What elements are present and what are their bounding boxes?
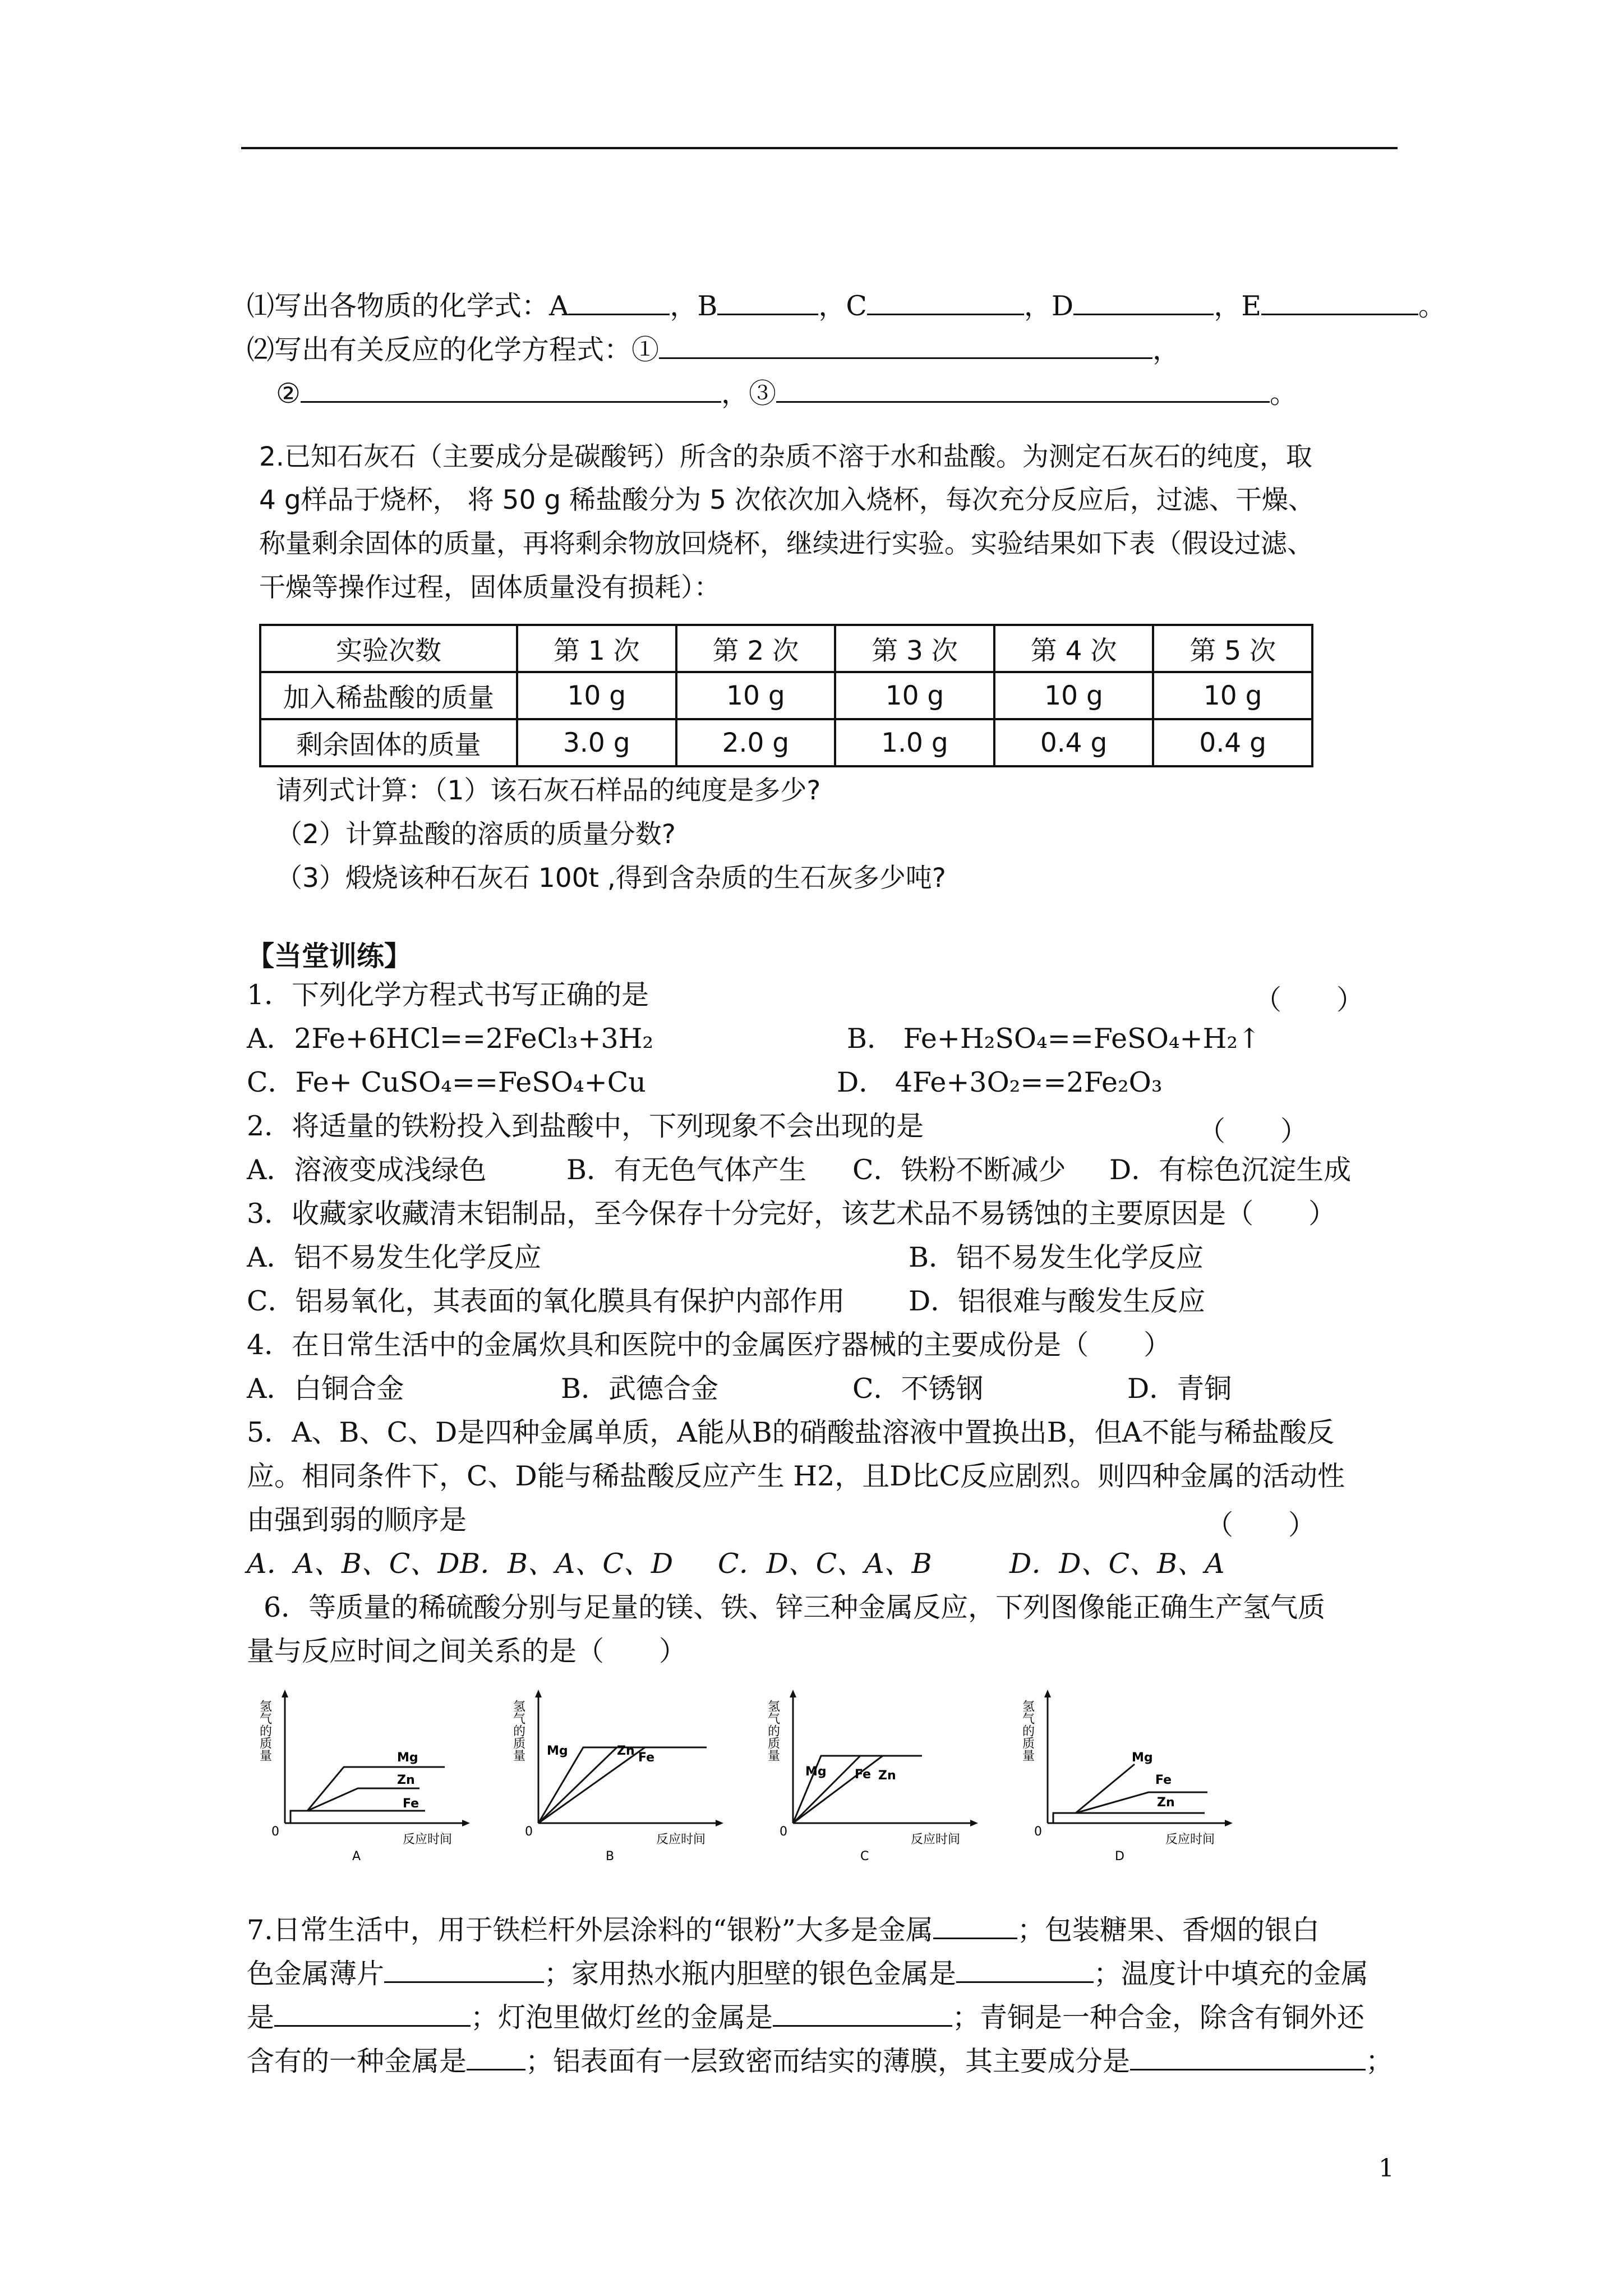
series-label: Fe (1155, 1773, 1172, 1787)
mc1-answer-paren[interactable]: （ ） (1254, 984, 1364, 1016)
q1-line3-end: 。 (1269, 378, 1297, 409)
series-label: Zn (397, 1773, 415, 1787)
series-label: Zn (617, 1744, 635, 1758)
mc5-option-a[interactable]: A．A、B、C、D (247, 1548, 460, 1580)
table-cell: 10 g (994, 672, 1154, 719)
series-line (793, 1756, 860, 1823)
x-axis-label: 反应时间 (656, 1833, 706, 1847)
mc1-option-c[interactable]: C．Fe+ CuSO₄==FeSO₄+Cu (247, 1066, 646, 1098)
mc5-stem-line-2: 应。相同条件下，C、D能与稀盐酸反应产生 H2，且D比C反应剧烈。则四种金属的活动性 (247, 1460, 1345, 1492)
series-label: Zn (878, 1769, 896, 1783)
y-axis-label: 氢气的质量 (257, 1700, 272, 1761)
q7-text: 含有的一种金属是 (247, 2045, 467, 2077)
mc2-option-d[interactable]: D．有棕色沉淀生成 (1109, 1154, 1352, 1186)
x-axis-arrow-icon (716, 1820, 723, 1826)
mc4-stem: 4．在日常生活中的金属炊具和医院中的金属医疗器械的主要成份是（ ） (247, 1329, 1172, 1361)
mc5-option-b[interactable]: B．B、A、C、D (460, 1548, 674, 1580)
mc3-option-c[interactable]: C．铝易氧化，其表面的氧化膜具有保护内部作用 (247, 1285, 845, 1317)
series-label: Mg (805, 1765, 827, 1779)
series-line (538, 1747, 645, 1823)
q2-question-1: 请列式计算：（1）该石灰石样品的纯度是多少? (276, 775, 821, 806)
table-cell: 10 g (676, 672, 836, 719)
mc3-option-b[interactable]: B．铝不易发生化学反应 (909, 1241, 1204, 1273)
q2-text-line-3: 称量剩余固体的质量，再将剩余物放回烧杯，继续进行实验。实验结果如下表（假设过滤、 (259, 528, 1313, 559)
series-line (538, 1747, 707, 1823)
mc1-option-a[interactable]: A．2Fe+6HCl==2FeCl₃+3H₂ (247, 1023, 654, 1055)
table-header-cell: 第 5 次 (1153, 625, 1312, 672)
q1-line3-b: ，③ (721, 378, 776, 409)
q1-line1-d: ，D (1023, 290, 1074, 322)
q7-blank[interactable] (384, 1957, 544, 1983)
q7-line-4 (247, 2044, 1393, 2078)
q1-line1-end: 。 (1418, 290, 1446, 322)
q7-text: ；青铜是一种合金，除含有铜外还 (952, 2001, 1365, 2033)
table-cell: 0.4 g (994, 719, 1154, 766)
q1-line2-end: ， (1152, 334, 1181, 366)
mc3-option-a[interactable]: A．铝不易发生化学反应 (247, 1241, 542, 1273)
x-axis-label: 反应时间 (403, 1833, 453, 1847)
q7-blank[interactable] (773, 2000, 952, 2027)
q7-line-3 (247, 2000, 1364, 2035)
q2-question-3: （3）煅烧该种石灰石 100t ,得到含杂质的生石灰多少吨? (276, 863, 946, 894)
mc2-option-b[interactable]: B．有无色气体产生 (566, 1154, 807, 1186)
series-line (291, 1811, 307, 1823)
table-cell: 10 g (835, 672, 994, 719)
x-axis-label: 反应时间 (1165, 1833, 1215, 1847)
graph-letter: C (860, 1849, 869, 1864)
q7-blank[interactable] (467, 2044, 525, 2070)
series-line (1076, 1764, 1135, 1813)
graph-svg (759, 1683, 995, 1874)
table-cell: 2.0 g (676, 719, 836, 766)
q7-text: 7.日常生活中，用于铁栏杆外层涂料的“银粉”大多是金属 (247, 1914, 933, 1946)
graph-letter: A (352, 1849, 361, 1864)
q7-text: 色金属薄片 (247, 1958, 385, 1990)
graph-option-b[interactable] (505, 1683, 740, 1876)
series-line (538, 1747, 617, 1823)
series-label: Fe (855, 1768, 872, 1782)
y-axis-label: 氢气的质量 (766, 1700, 780, 1761)
q1-line2 (247, 333, 1180, 367)
origin-label: 0 (780, 1825, 787, 1839)
table-row (260, 719, 1312, 766)
mc4-option-a[interactable]: A．白铜合金 (247, 1373, 404, 1405)
graph-option-d[interactable] (1014, 1683, 1249, 1876)
q7-blank[interactable] (1130, 2044, 1366, 2070)
mc2-option-a[interactable]: A．溶液变成浅绿色 (247, 1154, 487, 1186)
q7-blank[interactable] (956, 1957, 1094, 1983)
graph-svg (1014, 1683, 1249, 1874)
mc5-stem-line-1: 5．A、B、C、D是四种金属单质，A能从B的硝酸盐溶液中置换出B，但A不能与稀盐酸反 (247, 1416, 1335, 1448)
mc6-stem-line-2: 量与反应时间之间关系的是（ ） (247, 1635, 687, 1667)
q7-text: ；包装糖果、香烟的银白 (1017, 1914, 1320, 1946)
q2-text-line-1: 2.已知石灰石（主要成分是碳酸钙）所含的杂质不溶于水和盐酸。为测定石灰石的纯度，取 (259, 441, 1312, 472)
q1-line1 (247, 289, 1446, 323)
q7-text: ；铝表面有一层致密而结实的薄膜，其主要成分是 (525, 2045, 1131, 2077)
graph-svg (505, 1683, 740, 1874)
table-cell: 10 g (1153, 672, 1312, 719)
header-rule (241, 147, 1398, 149)
q1-line1-e: ，E (1214, 290, 1261, 322)
series-label: Mg (397, 1751, 418, 1765)
blank-eq2[interactable] (301, 376, 721, 403)
graph-option-a[interactable] (251, 1683, 487, 1876)
mc6-stem-line-1: 6．等质量的稀硫酸分别与足量的镁、铁、锌三种金属反应，下列图像能正确生产氢气质 (264, 1591, 1326, 1623)
q7-line-1 (247, 1913, 1320, 1947)
origin-label: 0 (271, 1825, 279, 1839)
mc5-option-c[interactable]: C．D、C、A、B (718, 1548, 932, 1580)
q7-text: ； (1366, 2045, 1394, 2077)
table-cell: 0.4 g (1153, 719, 1312, 766)
table-header-cell: 实验次数 (260, 625, 517, 672)
q1-line3-a: ② (276, 378, 301, 409)
q2-question-2: （2）计算盐酸的溶质的质量分数? (276, 819, 676, 850)
series-label: Mg (547, 1744, 568, 1758)
graph-letter: D (1115, 1849, 1124, 1864)
series-line (1076, 1792, 1207, 1813)
table-cell: 3.0 g (517, 719, 676, 766)
blank-d[interactable] (1073, 289, 1214, 315)
q2-text-line-2: 4 g样品于烧杯， 将 50 g 稀盐酸分为 5 次依次加入烧杯，每次充分反应后，过滤、干燥、 (259, 485, 1315, 516)
x-axis-arrow-icon (1225, 1820, 1233, 1826)
q1-line1-c: ，C (818, 290, 867, 322)
blank-eq1[interactable] (659, 333, 1152, 359)
blank-c[interactable] (867, 289, 1024, 315)
table-header-cell: 第 3 次 (835, 625, 994, 672)
series-line (1053, 1813, 1076, 1823)
table-cell: 10 g (517, 672, 676, 719)
blank-e[interactable] (1261, 289, 1418, 315)
q7-text: ；家用热水瓶内胆壁的银色金属是 (544, 1958, 957, 1990)
results-table (259, 624, 1313, 767)
blank-eq3[interactable] (776, 376, 1270, 403)
q2-text-line-4: 干燥等操作过程，固体质量没有损耗）： (259, 572, 721, 603)
q7-text: ；温度计中填充的金属 (1094, 1958, 1369, 1990)
series-label: Fe (403, 1797, 419, 1811)
page-number: 1 (1378, 2154, 1394, 2183)
q1-line1-prefix: ⑴写出各物质的化学式：A (247, 290, 569, 322)
mc1-option-b[interactable]: B． Fe+H₂SO₄==FeSO₄+H₂↑ (847, 1023, 1261, 1055)
graph-letter: B (606, 1849, 615, 1864)
y-axis-arrow-icon (1044, 1690, 1051, 1697)
graph-option-c[interactable] (759, 1683, 995, 1876)
q7-blank[interactable] (274, 2000, 471, 2027)
y-axis-arrow-icon (790, 1690, 796, 1697)
mc5-stem-line-3: 由强到弱的顺序是 (247, 1504, 467, 1536)
blank-b[interactable] (717, 289, 818, 315)
mc3-stem: 3．收藏家收藏清末铝制品，至今保存十分完好，该艺术品不易锈蚀的主要原因是（ ） (247, 1198, 1336, 1230)
table-row (260, 672, 1312, 719)
table-header-cell: 第 2 次 (676, 625, 836, 672)
mc3-option-d[interactable]: D．铝很难与酸发生反应 (909, 1285, 1206, 1317)
x-axis-arrow-icon (970, 1820, 978, 1826)
x-axis-label: 反应时间 (911, 1833, 961, 1847)
blank-a[interactable] (569, 289, 670, 315)
mc2-answer-paren[interactable]: （ ） (1198, 1115, 1308, 1147)
table-header-cell: 第 1 次 (517, 625, 676, 672)
q1-line1-b: ，B (670, 290, 718, 322)
x-axis-arrow-icon (462, 1820, 470, 1826)
table-cell: 1.0 g (835, 719, 994, 766)
q1-line2-prefix: ⑵写出有关反应的化学方程式：① (247, 334, 660, 366)
mc1-option-d[interactable]: D． 4Fe+3O₂==2Fe₂O₃ (837, 1066, 1163, 1098)
origin-label: 0 (525, 1825, 533, 1839)
table-cell: 加入稀盐酸的质量 (260, 672, 517, 719)
q7-text: 是 (247, 2001, 275, 2033)
mc4-option-d[interactable]: D．青铜 (1127, 1373, 1232, 1405)
q7-text: ；灯泡里做灯丝的金属是 (471, 2001, 773, 2033)
series-label: Fe (638, 1751, 655, 1765)
table-header-row (260, 625, 1312, 672)
mc4-option-b[interactable]: B．武德合金 (561, 1373, 719, 1405)
series-label: Mg (1132, 1751, 1153, 1765)
section-title: 【当堂训练】 (247, 940, 412, 972)
mc1-stem: 1．下列化学方程式书写正确的是 (247, 979, 649, 1011)
series-label: Zn (1157, 1796, 1175, 1810)
mc2-option-c[interactable]: C．铁粉不断减少 (852, 1154, 1066, 1186)
q1-line3 (276, 376, 1297, 411)
origin-label: 0 (1034, 1825, 1042, 1839)
table-header-cell: 第 4 次 (994, 625, 1154, 672)
mc5-option-d[interactable]: D．D、C、B、A (1009, 1548, 1225, 1580)
q7-line-2 (247, 1957, 1368, 1991)
y-axis-arrow-icon (535, 1690, 542, 1697)
y-axis-label: 氢气的质量 (511, 1700, 525, 1761)
q7-blank[interactable] (933, 1913, 1017, 1939)
table-cell: 剩余固体的质量 (260, 719, 517, 766)
y-axis-arrow-icon (282, 1690, 288, 1697)
mc2-stem: 2．将适量的铁粉投入到盐酸中，下列现象不会出现的是 (247, 1110, 924, 1142)
mc5-answer-paren[interactable]: （ ） (1206, 1509, 1316, 1541)
graph-svg (251, 1683, 487, 1874)
mc4-option-c[interactable]: C．不锈钢 (852, 1373, 984, 1405)
y-axis-label: 氢气的质量 (1020, 1700, 1035, 1761)
